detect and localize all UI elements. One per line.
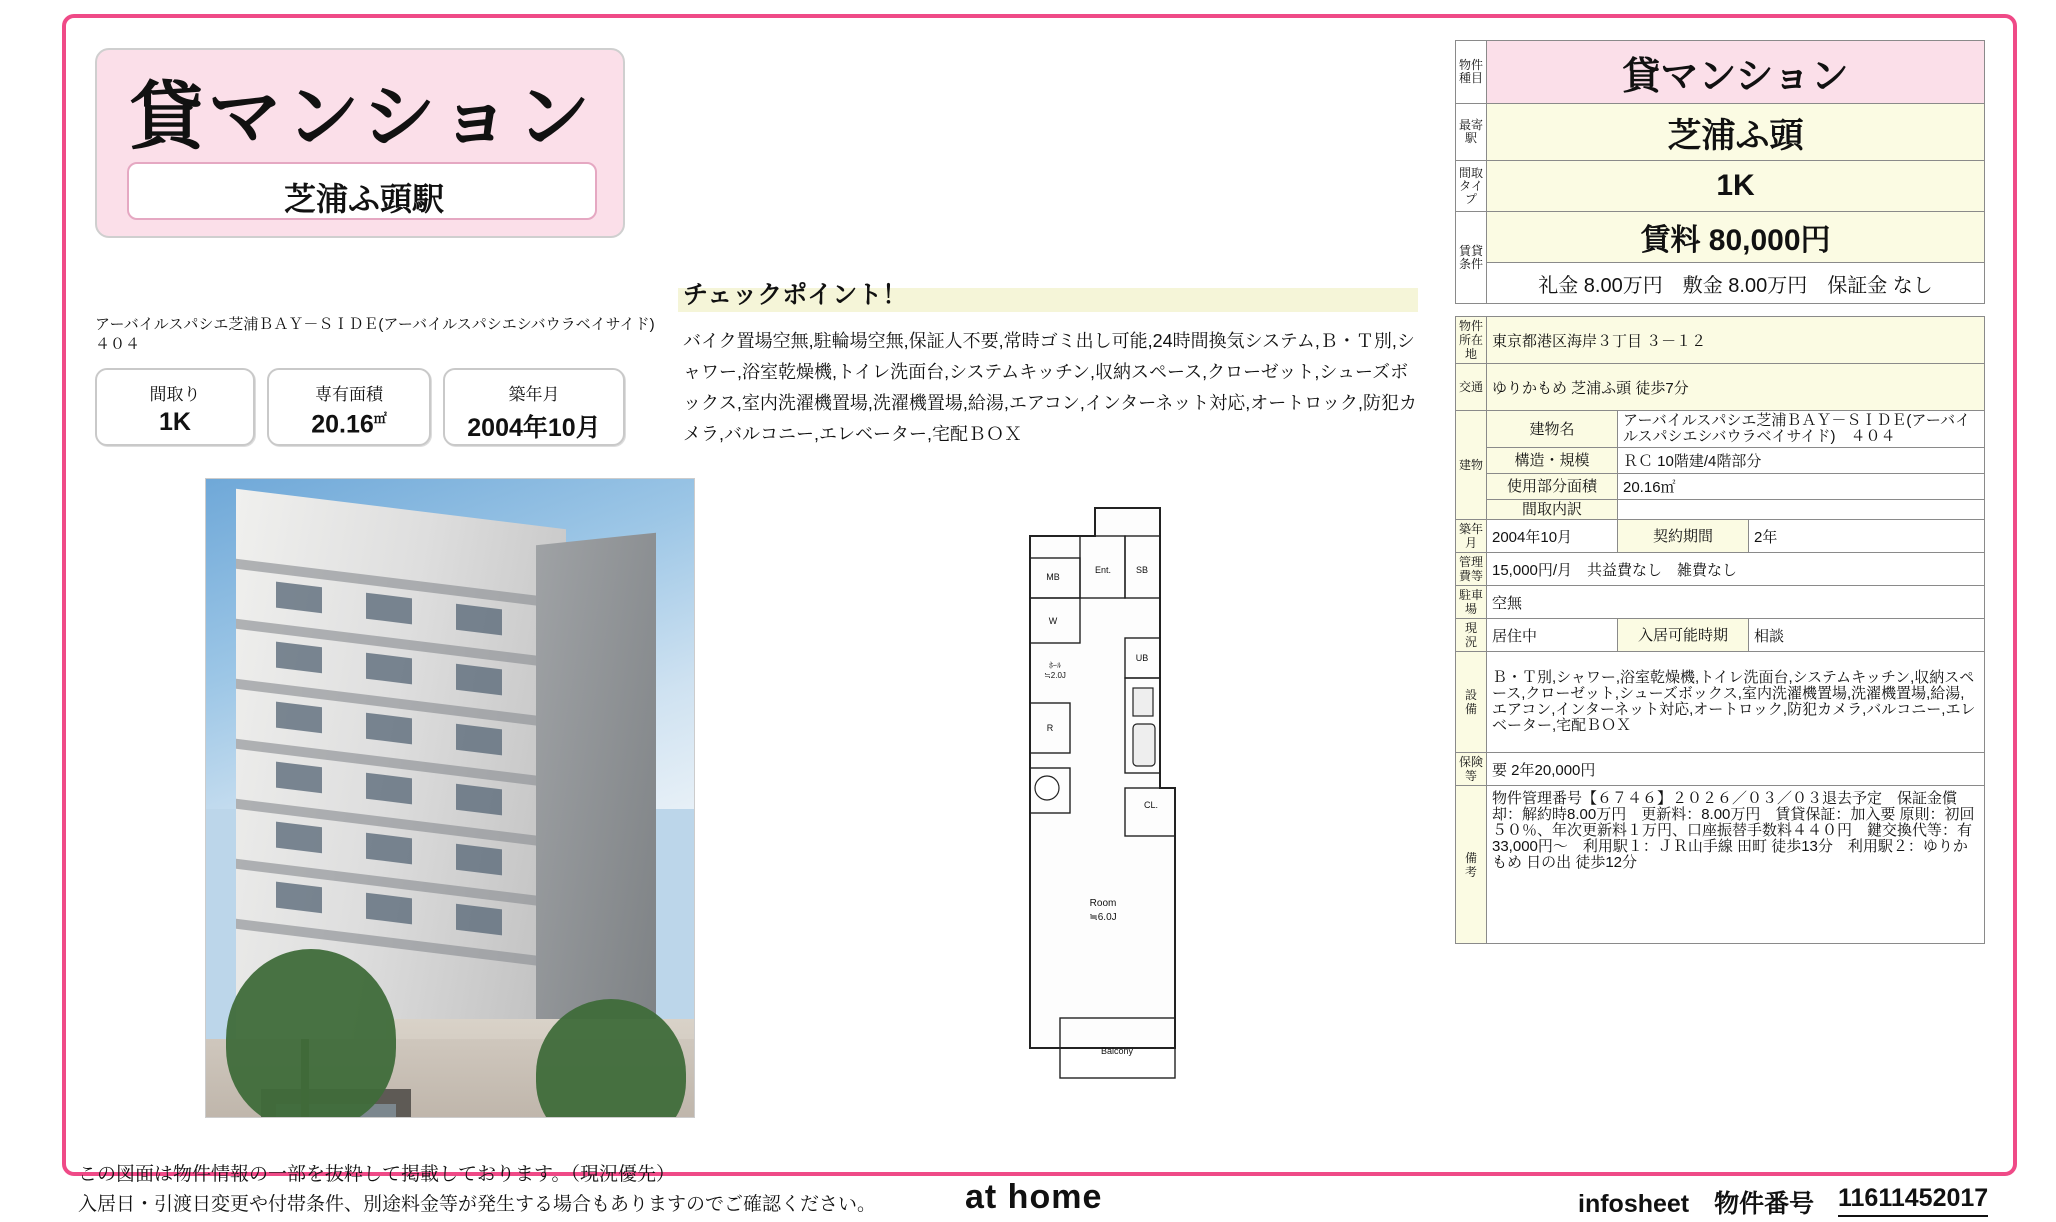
detail-label-built: 築年月 (1456, 520, 1487, 553)
detail-label-mgmt: 管理費等 (1456, 553, 1487, 586)
detail-sublabel-layout-breakdown: 間取内訳 (1487, 500, 1618, 520)
spec-row (95, 368, 655, 446)
svg-text:Ent.: Ent. (1094, 565, 1112, 575)
station-name: 芝浦ふ頭駅 (283, 181, 444, 217)
summary-label-layout: 間取タイプ (1456, 161, 1487, 212)
detail-value-structure: ＲＣ 10階建/4階部分 (1618, 448, 1985, 474)
summary-panel (1455, 40, 1988, 944)
footer-note-line2: 入居日・引渡日変更や付帯条件、別途料金等が発生する場合もありますのでご確認ください。 (78, 1194, 877, 1215)
spec-layout-label: 間取り (149, 385, 201, 404)
detail-row-remarks (1456, 786, 1985, 944)
summary-row-station (1456, 104, 1985, 161)
summary-value-layout: 1K (1487, 161, 1985, 212)
detail-row-building-name (1456, 411, 1985, 448)
spec-layout-value: 1K (159, 408, 191, 436)
spec-built (443, 368, 625, 446)
summary-value-type: 貸マンション (1487, 41, 1985, 104)
infosheet-number: 11611452017 (1838, 1184, 1988, 1217)
svg-text:MB: MB (1046, 572, 1060, 582)
detail-sublabel-structure: 構造・規模 (1487, 448, 1618, 474)
footer-note-line1: この図面は物件情報の一部を抜粋して掲載しております。（現況優先） (78, 1164, 675, 1185)
detail-row-status (1456, 619, 1985, 652)
detail-label-contract: 契約期間 (1618, 520, 1749, 553)
svg-text:R: R (1046, 723, 1054, 733)
detail-label-building: 建物 (1456, 411, 1487, 520)
detail-row-transport (1456, 364, 1985, 411)
summary-label-type: 物件種目 (1456, 41, 1487, 104)
detail-sublabel-area: 使用部分面積 (1487, 474, 1618, 500)
detail-value-movein: 相談 (1749, 619, 1985, 652)
page-title: 貸マンション (129, 75, 595, 158)
summary-label-station: 最寄駅 (1456, 104, 1487, 161)
detail-value-address: 東京都港区海岸３丁目 ３－１２ (1487, 317, 1985, 364)
summary-value-rent: 賃料 80,000円 (1487, 212, 1985, 263)
detail-sublabel-building-name: 建物名 (1487, 411, 1618, 448)
spec-built-label: 築年月 (508, 385, 560, 404)
detail-row-equipment (1456, 652, 1985, 753)
floorplan (975, 488, 1205, 1108)
svg-text:W: W (1048, 616, 1058, 626)
detail-value-building-name: アーバイルスパシエ芝浦ＢＡＹ－ＳＩＤＥ(アーバイルスパシエシバウラベイサイド) ４０４ (1618, 411, 1985, 448)
detail-value-status: 居住中 (1487, 619, 1618, 652)
detail-row-parking (1456, 586, 1985, 619)
svg-text:SB: SB (1135, 565, 1149, 575)
detail-value-built: 2004年10月 (1487, 520, 1618, 553)
detail-label-address: 物件所在地 (1456, 317, 1487, 364)
summary-row-layout (1456, 161, 1985, 212)
building-name-heading: アーバイルスパシエ芝浦ＢＡＹ－ＳＩＤＥ(アーバイルスパシエシバウラベイサイド) ４０４ (95, 316, 670, 353)
summary-row-rent (1456, 212, 1985, 263)
summary-value-station: 芝浦ふ頭 (1487, 104, 1985, 161)
spec-area-value: 20.16㎡ (311, 410, 387, 439)
detail-label-insurance: 保険等 (1456, 753, 1487, 786)
detail-table (1455, 316, 1988, 944)
detail-value-insurance: 要 2年20,000円 (1487, 753, 1985, 786)
detail-label-remarks: 備 考 (1456, 786, 1487, 944)
detail-row-address (1456, 317, 1985, 364)
detail-value-parking: 空無 (1487, 586, 1985, 619)
detail-row-built (1456, 520, 1985, 553)
detail-label-parking: 駐車場 (1456, 586, 1487, 619)
detail-panel (1455, 316, 1988, 944)
detail-row-area (1456, 474, 1985, 500)
floorplan-room-size: ≒6.0J (1089, 912, 1117, 923)
summary-label-terms: 賃貸条件 (1456, 212, 1487, 304)
svg-text:ﾎｰﾙ: ﾎｰﾙ (1049, 661, 1061, 670)
detail-label-movein: 入居可能時期 (1618, 619, 1749, 652)
detail-value-equipment: Ｂ・Ｔ別,シャワー,浴室乾燥機,トイレ洗面台,システムキッチン,収納スペース,クローゼット,シューズボックス,室内洗濯機置場,洗濯機置場,給湯,エアコン,インターネット対応,オートロック,防犯カメラ,バルコニー,エレベーター,宅配ＢＯＸ (1487, 652, 1985, 753)
spec-area-unit: ㎡ (373, 411, 387, 426)
spec-built-value: 2004年10月 (467, 414, 601, 442)
athome-logo: at home (965, 1178, 1103, 1216)
detail-value-transport: ゆりかもめ 芝浦ふ頭 徒歩7分 (1487, 364, 1985, 411)
spec-layout (95, 368, 255, 446)
summary-row-type (1456, 41, 1985, 104)
photo-tree (226, 949, 396, 1118)
detail-row-insurance (1456, 753, 1985, 786)
detail-row-mgmt (1456, 553, 1985, 586)
floorplan-balcony-label: Balcony (1100, 1046, 1134, 1056)
footer-note (78, 1160, 978, 1220)
floorplan-room-label: Room (1089, 898, 1117, 909)
title-box (95, 48, 625, 238)
detail-value-mgmt: 15,000円/月 共益費なし 雑費なし (1487, 553, 1985, 586)
checkpoint-title: チェックポイント！ (683, 281, 908, 309)
detail-value-layout-breakdown (1618, 500, 1985, 520)
station-box (127, 162, 597, 220)
spec-area-label: 専有面積 (315, 385, 383, 404)
infosheet-label: infosheet 物件番号 (1578, 1190, 1815, 1218)
detail-label-transport: 交通 (1456, 364, 1487, 411)
svg-text:CL.: CL. (1143, 800, 1159, 810)
detail-label-equipment: 設 備 (1456, 652, 1487, 753)
svg-text:≒2.0J: ≒2.0J (1044, 671, 1066, 680)
svg-text:UB: UB (1135, 653, 1149, 663)
detail-value-remarks: 物件管理番号【６７４６】２０２６／０３／０３退去予定 保証金償却：解約時8.00万円 更新料：8.00万円 賃貸保証：加入要 原則：初回５０％、年次更新料１万円、口座振替手数料４４０円 鍵交換代等：有 33,000円〜 利用駅１：ＪＲ山手線 田町 徒歩13分 利用駅２：ゆりかもめ 日の出 徒歩12分 (1487, 786, 1985, 944)
detail-label-status: 現 況 (1456, 619, 1487, 652)
building-photo (205, 478, 695, 1118)
checkpoint-body: バイク置場空無,駐輪場空無,保証人不要,常時ゴミ出し可能,24時間換気システム,Ｂ・Ｔ別,シャワー,浴室乾燥機,トイレ洗面台,システムキッチン,収納スペース,クローゼット,シューズボックス,室内洗濯機置場,洗濯機置場,給湯,エアコン,インターネット対応,オートロック,防犯カメラ,バルコニー,エレベーター,宅配ＢＯＸ (683, 331, 1417, 444)
summary-value-deposit: 礼金 8.00万円 敷金 8.00万円 保証金 なし (1487, 263, 1985, 304)
summary-row-deposit (1456, 263, 1985, 304)
detail-value-contract: 2年 (1749, 520, 1985, 553)
summary-table (1455, 40, 1985, 304)
spec-area (267, 368, 431, 446)
detail-row-layout-breakdown (1456, 500, 1985, 520)
detail-row-structure (1456, 448, 1985, 474)
detail-value-area: 20.16㎡ (1618, 474, 1985, 500)
